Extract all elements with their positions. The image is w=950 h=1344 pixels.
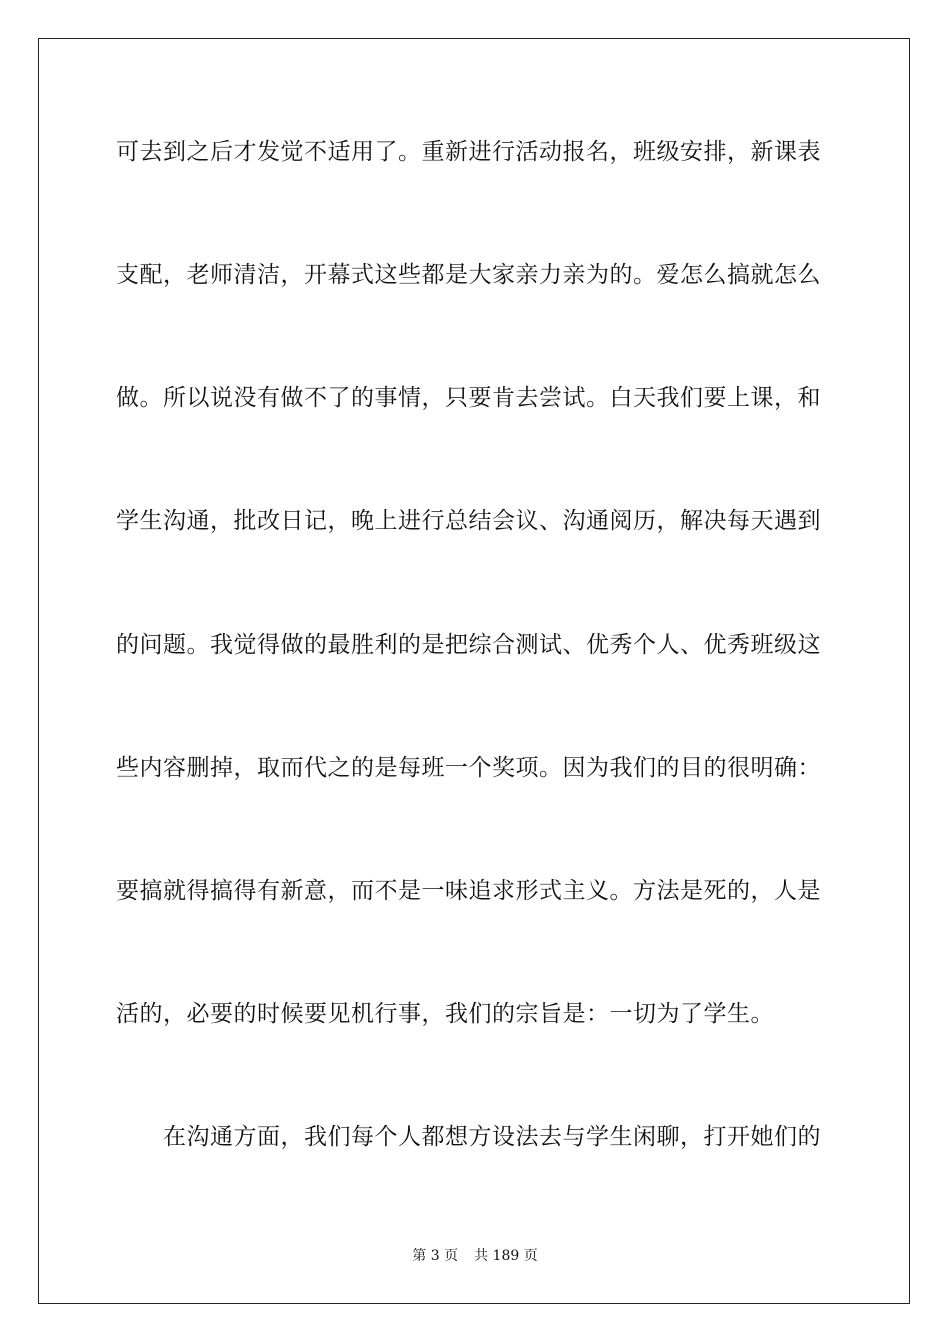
body-text-line: 学生沟通，批改日记，晚上进行总结会议、沟通阅历，解决每天遇到 xyxy=(116,508,821,534)
paragraph-first-line: 在沟通方面，我们每个人都想方设法去与学生闲聊，打开她们的 xyxy=(163,1124,821,1150)
page-footer xyxy=(0,1246,950,1266)
total-pages: 共 189 页 xyxy=(474,1248,538,1264)
body-text-line: 些内容删掉，取而代之的是每班一个奖项。因为我们的目的很明确： xyxy=(116,755,821,781)
page-border xyxy=(38,38,910,1304)
body-text-line: 支配，老师清洁，开幕式这些都是大家亲力亲为的。爱怎么搞就怎么 xyxy=(116,262,821,288)
page-number: 第 3 页 xyxy=(412,1248,459,1264)
body-text-line: 做。所以说没有做不了的事情，只要肯去尝试。白天我们要上课，和 xyxy=(116,385,821,411)
body-text-line: 的问题。我觉得做的最胜利的是把综合测试、优秀个人、优秀班级这 xyxy=(116,632,821,658)
body-text-line: 要搞就得搞得有新意，而不是一味追求形式主义。方法是死的，人是 xyxy=(116,878,821,904)
body-text-line: 可去到之后才发觉不适用了。重新进行活动报名，班级安排，新课表 xyxy=(116,139,821,165)
body-text-line: 活的，必要的时候要见机行事，我们的宗旨是：一切为了学生。 xyxy=(116,1001,774,1027)
